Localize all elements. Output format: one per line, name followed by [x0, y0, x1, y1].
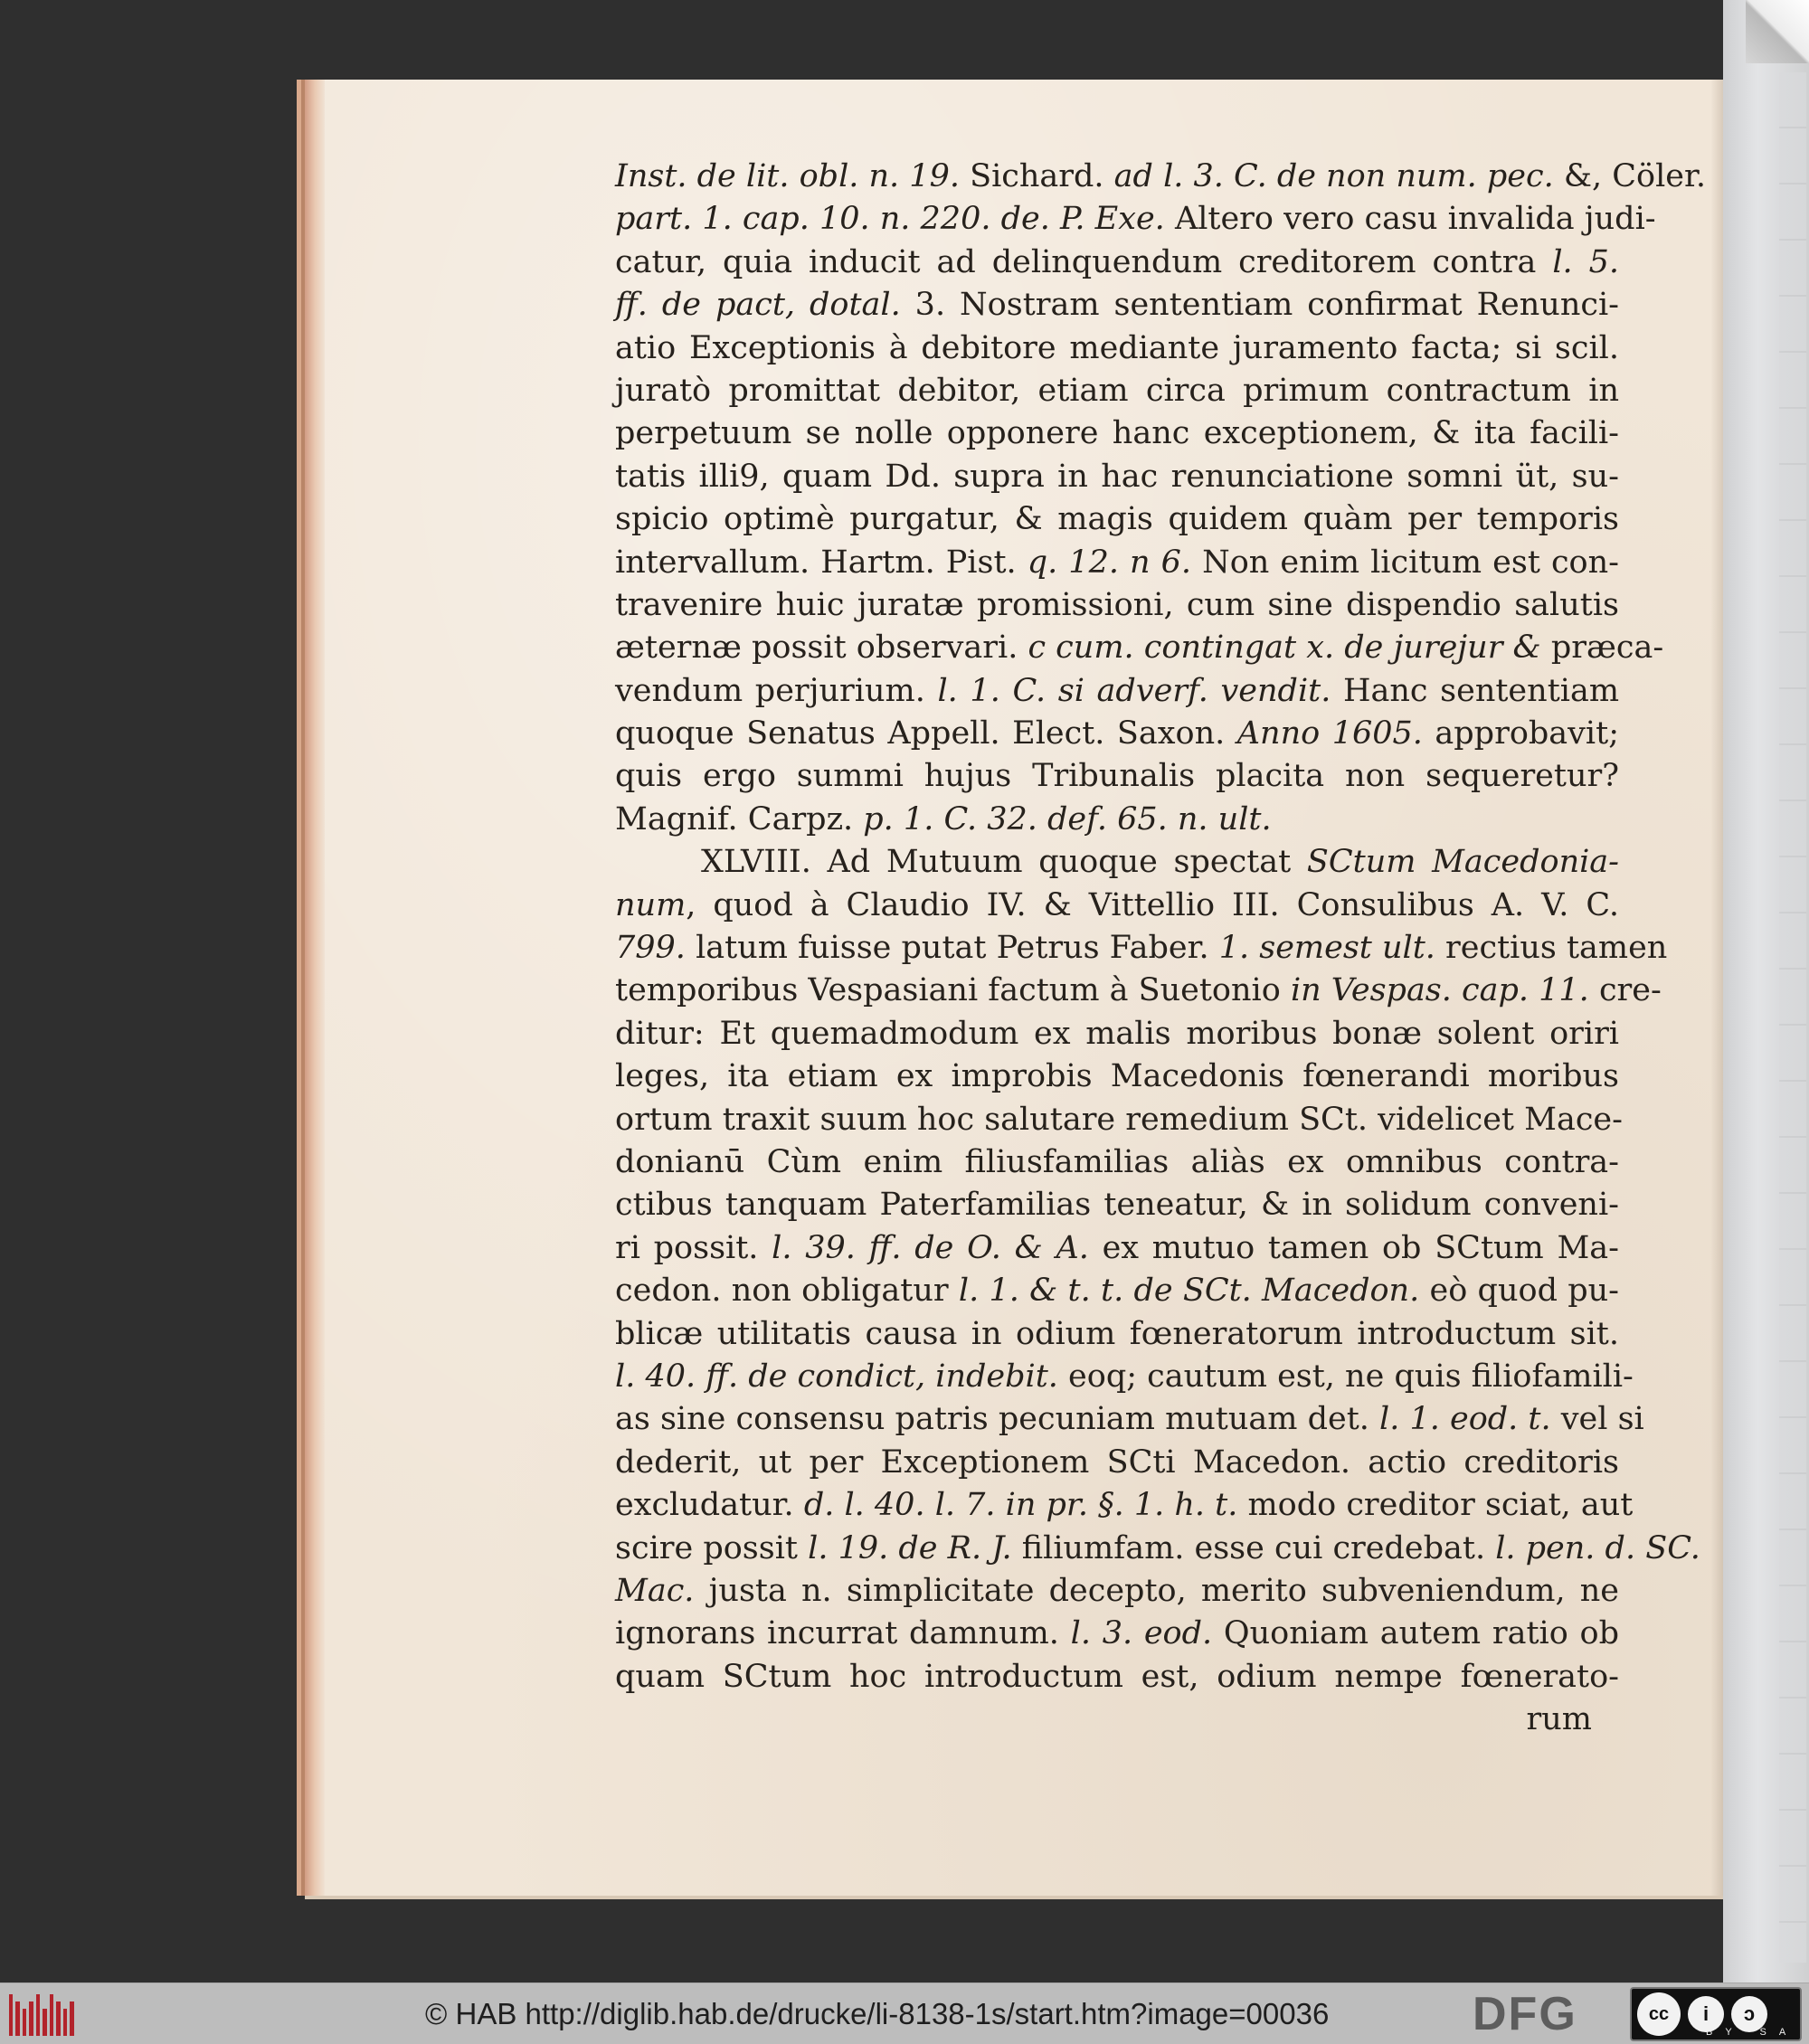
- body-text: donianū Cùm enim filiusfamilias aliàs ex omnibus contra-: [615, 1143, 1619, 1180]
- body-text: Altero vero casu invalida judi-: [1164, 201, 1656, 238]
- body-text: eò quod pu-: [1419, 1273, 1620, 1310]
- text-line: [615, 542, 1619, 584]
- citation-text: l. pen. d. SC.: [1495, 1529, 1700, 1566]
- body-text: rectius tamen: [1435, 930, 1668, 967]
- thumbnail-column: [1779, 72, 1806, 1963]
- page-text: [615, 156, 1707, 1741]
- text-line: [615, 1484, 1634, 1527]
- body-text: spicio optimè purgatur, & magis quidem quàm per temporis: [615, 501, 1619, 538]
- text-line: [615, 498, 1619, 541]
- body-text: latum fuisse putat Petrus Faber.: [685, 930, 1219, 967]
- text-line: [615, 1099, 1623, 1141]
- body-text: Magnif. Carpz.: [615, 800, 864, 837]
- text-line: [615, 1570, 1619, 1613]
- body-text: cedon. non obligatur: [615, 1273, 959, 1310]
- text-line: [615, 841, 1619, 884]
- citation-text: l. 39. ff. de O. & A.: [772, 1229, 1089, 1266]
- text-line: [615, 1656, 1619, 1699]
- text-line: [615, 156, 1707, 198]
- citation-text: part. 1. cap. 10. n. 220. de. P. Exe.: [615, 201, 1165, 238]
- body-text: præca-: [1540, 629, 1664, 667]
- text-line: [615, 370, 1619, 412]
- body-text: &, Cöler.: [1553, 158, 1707, 194]
- text-line: [615, 627, 1664, 669]
- text-line: [615, 885, 1619, 927]
- body-text: Non enim licitum est con-: [1191, 544, 1619, 581]
- text-line: [615, 755, 1619, 798]
- body-text: ri possit.: [615, 1229, 772, 1266]
- citation-text: q. 12. n 6.: [1027, 544, 1192, 581]
- body-text: Quoniam autem ratio ob: [1212, 1615, 1619, 1652]
- citation-text: ff. de pact, dotal.: [615, 287, 901, 324]
- body-text: blicæ utilitatis causa in odium fœneratorum introductum sit.: [615, 1315, 1619, 1352]
- text-line: [615, 670, 1619, 713]
- body-text: justa n. simplicitate decepto, merito subveniendum, ne: [694, 1572, 1619, 1609]
- citation-text: d. l. 40. l. 7. in pr. §. 1. h. t.: [803, 1487, 1238, 1524]
- text-line: [615, 1613, 1619, 1655]
- cc-icon: cc: [1637, 1992, 1681, 2036]
- text-line: [615, 1055, 1619, 1098]
- body-text: eoq; cautum est, ne quis filiofamili-: [1057, 1358, 1634, 1395]
- body-text: catur, quia inducit ad delinquendum creditorem contra: [615, 243, 1553, 280]
- body-text: atio Exceptionis à debitore mediante juramento facta; si scil.: [615, 329, 1619, 366]
- text-line: [615, 1398, 1644, 1441]
- text-line: [615, 198, 1656, 241]
- page-curl-icon[interactable]: [1746, 0, 1809, 63]
- citation-text: l. 1. & t. t. de SCt. Macedon.: [958, 1273, 1420, 1310]
- body-text: æternæ possit observari.: [615, 629, 1028, 667]
- citation-text: l. 1. C. si adverf. vendit.: [937, 672, 1331, 709]
- citation-text: l. 19. de R. J.: [808, 1529, 1012, 1566]
- body-text: juratò promittat debitor, etiam circa primum contractum in: [615, 372, 1619, 409]
- text-line: [615, 327, 1619, 370]
- citation-text: num: [615, 886, 687, 923]
- body-text: quis ergo summi hujus Tribunalis placita non sequeretur?: [615, 758, 1619, 795]
- by-icon: i: [1688, 1996, 1724, 2032]
- body-text: scire possit: [615, 1529, 809, 1566]
- citation-text: 799.: [615, 930, 686, 967]
- text-line: [615, 412, 1619, 455]
- body-text: vel si: [1550, 1401, 1644, 1438]
- body-text: as sine consensu patris pecuniam mutuam det.: [615, 1401, 1380, 1438]
- license-tags: BY SA: [1706, 2027, 1799, 2038]
- text-line: [615, 799, 1619, 841]
- text-line: [615, 1528, 1700, 1570]
- body-text: 3. Nostram sententiam confirmat Renunci-: [900, 287, 1619, 324]
- body-text: quoque Senatus Appell. Elect. Saxon.: [615, 715, 1237, 752]
- body-text: intervallum. Hartm. Pist.: [615, 544, 1028, 581]
- body-text: rum: [1526, 1701, 1592, 1738]
- body-text: XLVIII. Ad Mutuum quoque spectat: [701, 844, 1307, 881]
- citation-text: p. 1. C. 32. def. 65. n. ult.: [863, 800, 1272, 837]
- body-text: leges, ita etiam ex improbis Macedonis fœnerandi moribus: [615, 1058, 1619, 1095]
- text-line: [615, 713, 1619, 755]
- body-text: perpetuum se nolle opponere hanc exceptionem, & ita facili-: [615, 415, 1619, 452]
- body-text: , quod à Claudio IV. & Vittellio III. Consulibus A. V. C.: [686, 886, 1619, 923]
- body-text: temporibus Vespasiani factum à Suetonio: [615, 972, 1291, 1009]
- footer-bar: [0, 1982, 1809, 2044]
- body-text: vendum perjurium.: [615, 672, 938, 709]
- body-text: approbavit;: [1422, 715, 1619, 752]
- body-text: modo creditor sciat, aut: [1237, 1487, 1634, 1524]
- cc-license-badge[interactable]: [1630, 1987, 1802, 2041]
- hab-logo-icon[interactable]: [9, 1994, 74, 2036]
- thumbnail-strip[interactable]: [1723, 0, 1809, 1982]
- text-line: [615, 284, 1619, 326]
- text-line: [615, 241, 1619, 284]
- citation-text: in Vespas. cap. 11.: [1290, 972, 1589, 1009]
- body-text: ignorans incurrat damnum.: [615, 1615, 1071, 1652]
- citation-text: l. 5.: [1552, 243, 1619, 280]
- body-text: ortum traxit suum hoc salutare remedium SCt. videlicet Mace-: [615, 1101, 1623, 1138]
- citation-text: SCtum Macedonia-: [1306, 844, 1619, 881]
- citation-text: l. 3. eod.: [1070, 1615, 1213, 1652]
- text-line: [615, 1313, 1619, 1356]
- copyright-link[interactable]: © HAB http://diglib.hab.de/drucke/li-8138-1s/start.htm?image=00036: [425, 1997, 1330, 2030]
- share-alike-icon: ↄ: [1731, 1996, 1767, 2032]
- body-text: cre-: [1588, 972, 1662, 1009]
- citation-text: Anno 1605.: [1236, 715, 1423, 752]
- body-text: ditur: Et quemadmodum ex malis moribus bonæ solent oriri: [615, 1015, 1619, 1052]
- text-line: [615, 1184, 1619, 1226]
- body-text: Hanc sententiam: [1331, 672, 1620, 709]
- body-text: travenire huic juratæ promissioni, cum sine dispendio salutis: [615, 586, 1619, 623]
- body-text: ex mutuo tamen ob SCtum Ma-: [1088, 1229, 1619, 1266]
- text-line: [615, 1013, 1619, 1055]
- dfg-logo[interactable]: DFG: [1473, 1988, 1577, 2040]
- body-text: Sichard.: [959, 158, 1114, 194]
- text-line: [615, 970, 1662, 1012]
- body-text: filiumfam. esse cui credebat.: [1011, 1529, 1496, 1566]
- body-text: quam SCtum hoc introductum est, odium nempe fœnerato-: [615, 1658, 1619, 1695]
- text-line: [615, 1227, 1619, 1270]
- text-line: [615, 456, 1619, 498]
- citation-text: 1. semest ult.: [1218, 930, 1435, 967]
- body-text: tatis illi9, quam Dd. supra in hac renunciatione somni üt, su-: [615, 458, 1619, 495]
- text-line: [615, 1270, 1619, 1312]
- text-line: [615, 927, 1668, 970]
- body-text: excludatur.: [615, 1487, 804, 1524]
- text-line: [615, 1141, 1619, 1184]
- citation-text: l. 40. ff. de condict, indebit.: [615, 1358, 1058, 1395]
- citation-text: ad l. 3. C. de non num. pec.: [1113, 158, 1554, 194]
- citation-text: l. 1. eod. t.: [1379, 1401, 1551, 1438]
- text-line: [615, 1442, 1619, 1484]
- text-line: [615, 584, 1619, 627]
- text-line: [615, 1356, 1634, 1398]
- citation-text: Inst. de lit. obl. n. 19.: [615, 158, 960, 194]
- citation-text: c cum. contingat x. de jurejur &: [1028, 629, 1541, 667]
- body-text: ctibus tanquam Paterfamilias teneatur, & in solidum conveni-: [615, 1187, 1619, 1224]
- catchword: [615, 1699, 1619, 1741]
- citation-text: Mac.: [615, 1572, 695, 1609]
- body-text: dederit, ut per Exceptionem SCti Macedon. actio creditoris: [615, 1443, 1619, 1481]
